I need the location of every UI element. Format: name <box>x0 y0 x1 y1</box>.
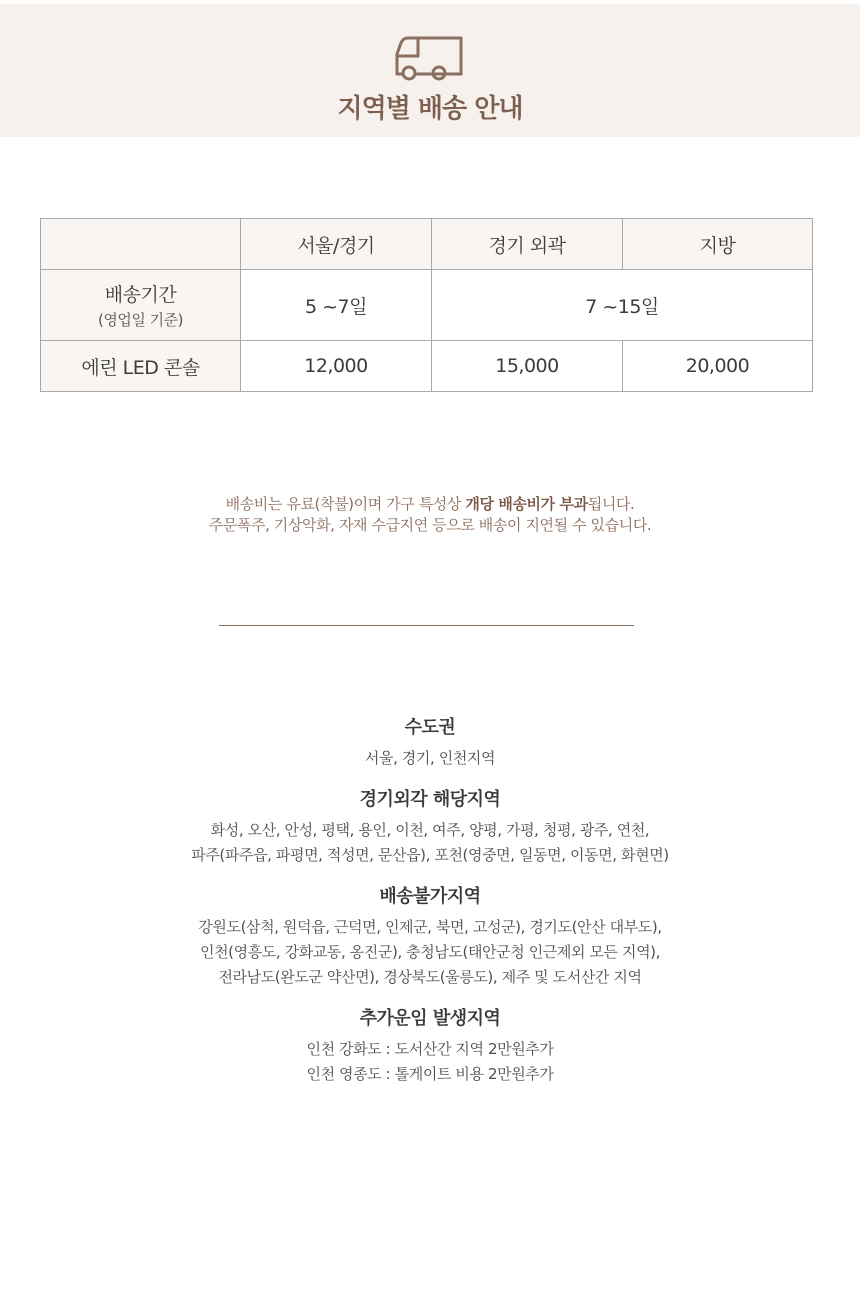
truck-icon <box>394 32 466 82</box>
region-title: 경기외각 해당지역 <box>359 789 501 810</box>
region-line: 인천(영흥도, 강화교동, 옹진군), 충청남도(태안군청 인근제외 모든 지역), <box>199 943 660 961</box>
table-row-product <box>41 341 813 392</box>
region-no-delivery <box>0 885 860 990</box>
region-list <box>0 716 860 1104</box>
column-header-outer: 경기 외곽 <box>432 219 623 270</box>
section-divider <box>219 625 634 626</box>
region-line: 인천 영종도 : 톨게이트 비용 2만원추가 <box>306 1065 554 1083</box>
region-outer <box>0 788 860 868</box>
row-header-delivery-period <box>41 270 241 341</box>
region-title: 배송불가지역 <box>379 886 481 907</box>
region-line: 전라남도(완도군 약산면), 경상북도(울릉도), 제주 및 도서산간 지역 <box>218 968 642 986</box>
notice-text-end: 됩니다. <box>587 495 635 513</box>
notice-emphasis: 개당 배송비가 부과 <box>465 495 588 513</box>
region-line: 서울, 경기, 인천지역 <box>364 749 496 767</box>
price-province: 20,000 <box>623 341 813 392</box>
page-title: 지역별 배송 안내 <box>337 94 523 124</box>
region-line: 파주(파주읍, 파평면, 적성면, 문산읍), 포천(영중면, 일동면, 이동면, 화현면) <box>191 846 669 864</box>
delivery-period-capital: 5 ~7일 <box>241 270 432 341</box>
region-extra-fee <box>0 1007 860 1087</box>
column-header-province: 지방 <box>623 219 813 270</box>
delivery-period-label: 배송기간 <box>104 284 177 306</box>
region-line: 인천 강화도 : 도서산간 지역 2만원추가 <box>306 1040 554 1058</box>
row-header-product: 에린 LED 콘솔 <box>41 341 241 392</box>
region-title: 추가운임 발생지역 <box>359 1008 501 1029</box>
notice-line-2: 주문폭주, 기상악화, 자재 수급지연 등으로 배송이 지연될 수 있습니다. <box>208 516 652 534</box>
price-outer: 15,000 <box>432 341 623 392</box>
shipping-rate-table <box>40 218 813 392</box>
price-capital: 12,000 <box>241 341 432 392</box>
region-title: 수도권 <box>404 717 456 738</box>
table-header-row <box>41 219 813 270</box>
notice-line-1 <box>0 494 860 515</box>
column-header-capital: 서울/경기 <box>241 219 432 270</box>
table-corner-cell <box>41 219 241 270</box>
region-line: 강원도(삼척, 원덕읍, 근덕면, 인제군, 북면, 고성군), 경기도(안산 대부도), <box>198 918 662 936</box>
table-row-delivery-period <box>41 270 813 341</box>
delivery-period-sub-label: (영업일 기준) <box>98 311 183 329</box>
region-capital <box>0 716 860 771</box>
shipping-notice <box>0 494 860 536</box>
header-banner <box>0 4 860 137</box>
notice-text: 배송비는 유료(착불)이며 가구 특성상 <box>225 495 466 513</box>
region-line: 화성, 오산, 안성, 평택, 용인, 이천, 여주, 양평, 가평, 청평, 광주, 연천, <box>210 821 650 839</box>
delivery-period-outer: 7 ~15일 <box>432 270 813 341</box>
